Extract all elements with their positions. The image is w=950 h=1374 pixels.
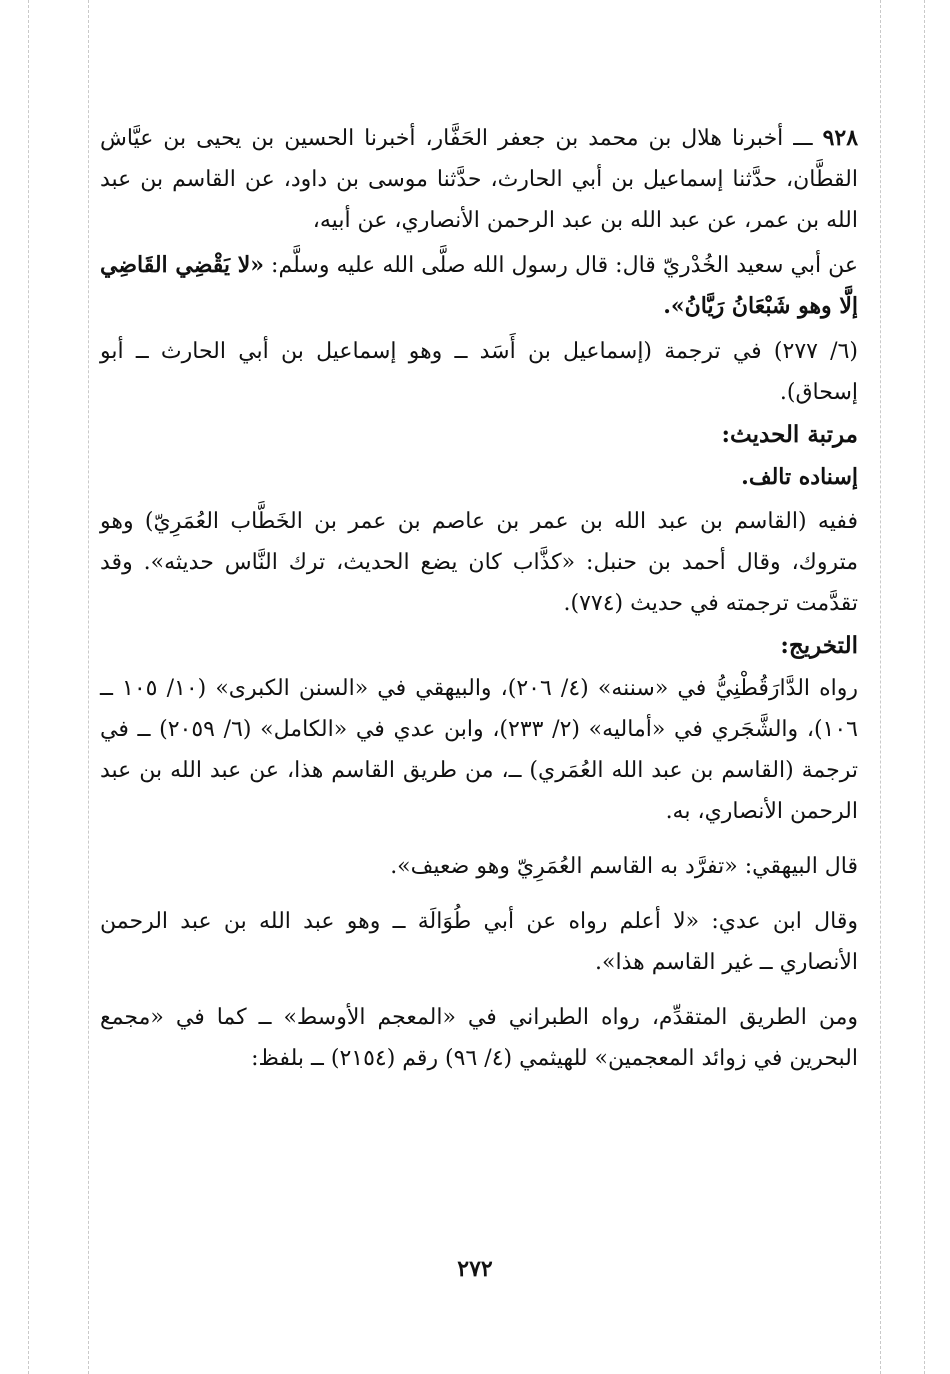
grade-heading: مرتبة الحديث: <box>721 421 858 448</box>
hadith-isnad: ـــ أخبرنا هلال بن محمد بن جعفر الحَفَّار، أخبرنا الحسين بن يحيى بن عيَّاش القطَّان، حدَّثنا إسماعيل بن أبي الحارث، حدَّثنا موسى بن داود، عن القاسم بن عبد الله بن عمر، عن عبد الله بن عبد الرحمن الأنصاري، عن أبيه، <box>100 126 858 233</box>
page-body <box>100 118 858 1079</box>
hadith-matn-intro: عن أبي سعيد الخُدْريّ قال: قال رسول الله صلَّى الله عليه وسلَّم: <box>271 253 858 278</box>
page-number: ٢٧٢ <box>457 1256 493 1282</box>
takhrij-paragraph: رواه الدَّارَقُطْنِيُّ في «سننه» (٤/ ٢٠٦)، والبيهقي في «السنن الكبرى» (١٠/ ١٠٥ ــ ١٠٦)، والشَّجَري في «أماليه» (٢/ ٢٣٣)، وابن عدي في «الكامل» (٦/ ٢٠٥٩) ــ في ترجمة (القاسم بن عبد الله العُمَري) ــ، من طريق القاسم هذا، عن عبد الله بن عبد الرحمن الأنصاري، به. <box>100 676 859 824</box>
takhrij-heading: التخريج: <box>780 632 858 659</box>
margin-guide-right-inner <box>880 0 881 1374</box>
margin-guide-left-outer <box>28 0 29 1374</box>
takhrij-paragraph: وقال ابن عدي: «لا أعلم رواه عن أبي طُوَالَة ــ وهو عبد الله بن عبد الرحمن الأنصاري ــ غير القاسم هذا». <box>100 909 858 975</box>
grade-verdict: إسناده تالف. <box>741 464 858 490</box>
hadith-matn-paragraph <box>100 245 858 327</box>
takhrij-paragraph: قال البيهقي: «تفرَّد به القاسم العُمَرِيّ وهو ضعيف». <box>390 854 858 879</box>
hadith-number: ٩٢٨ <box>822 125 859 151</box>
grade-explanation: ففيه (القاسم بن عبد الله بن عمر بن عاصم بن عمر بن الخَطَّاب العُمَرِيّ) وهو متروك، وقال أحمد بن حنبل: «كذَّاب كان يضع الحديث، ترك النَّاس حديثه». وقد تقدَّمت ترجمته في حديث (٧٧٤). <box>100 509 858 616</box>
takhrij-paragraph: ومن الطريق المتقدِّم، رواه الطبراني في «المعجم الأوسط» ــ كما في «مجمع البحرين في زوائد المعجمين» للهيثمي (٤/ ٩٦) رقم (٢١٥٤) ــ بلفظ: <box>100 1005 858 1071</box>
hadith-isnad-paragraph <box>100 118 858 241</box>
margin-guide-right-outer <box>924 0 925 1374</box>
hadith-matn-text: «لا يَقْضِي القَاضِي إلَّا وهو شَبْعَانُ رَيَّانُ». <box>100 252 858 319</box>
margin-guide-left-inner <box>88 0 89 1374</box>
hadith-reference: (٦/ ٢٧٧) في ترجمة (إسماعيل بن أَسَد ــ وهو إسماعيل بن أبي الحارث ــ أبو إسحاق). <box>100 339 859 405</box>
